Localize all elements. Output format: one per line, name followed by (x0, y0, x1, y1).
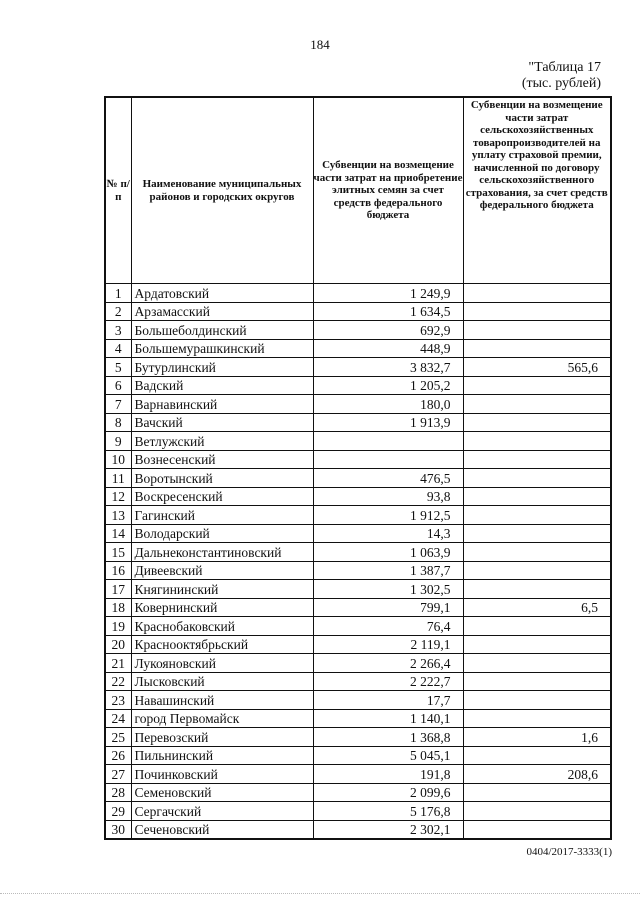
elite-seeds-value: 5 176,8 (313, 802, 463, 821)
subsidies-table (104, 96, 612, 840)
district-name: Починковский (131, 765, 313, 784)
row-number: 2 (105, 302, 131, 321)
header-insurance-subsidy: Субвенции на возмещение части затрат сельскохозяйственных товаропроизводителей на уплату страховой премии, начисленной по договору сельскохозяйственного страхования, за счет средств федерального бюджета (463, 97, 611, 284)
district-name: Дальнеконстантиновский (131, 543, 313, 562)
table-row (105, 395, 611, 414)
elite-seeds-value: 2 222,7 (313, 672, 463, 691)
table-units: (тыс. рублей) (521, 76, 601, 91)
table-row (105, 709, 611, 728)
district-name: Пильнинский (131, 746, 313, 765)
row-number: 24 (105, 709, 131, 728)
row-number: 25 (105, 728, 131, 747)
elite-seeds-value (313, 432, 463, 451)
insurance-value (463, 783, 611, 802)
table-row (105, 506, 611, 525)
district-name: Вознесенский (131, 450, 313, 469)
page-number: 184 (310, 37, 330, 52)
elite-seeds-value: 1 302,5 (313, 580, 463, 599)
elite-seeds-value: 1 140,1 (313, 709, 463, 728)
table-row (105, 765, 611, 784)
row-number: 3 (105, 321, 131, 340)
district-name: Воротынский (131, 469, 313, 488)
table-row (105, 376, 611, 395)
row-number: 15 (105, 543, 131, 562)
district-name: Краснобаковский (131, 617, 313, 636)
table-caption (522, 60, 601, 92)
table-row (105, 524, 611, 543)
row-number: 29 (105, 802, 131, 821)
elite-seeds-value: 1 913,9 (313, 413, 463, 432)
elite-seeds-value: 17,7 (313, 691, 463, 710)
table-header-row (105, 97, 611, 284)
district-name: город Первомайск (131, 709, 313, 728)
elite-seeds-value: 2 099,6 (313, 783, 463, 802)
insurance-value (463, 561, 611, 580)
row-number: 16 (105, 561, 131, 580)
district-name: Семеновский (131, 783, 313, 802)
row-number: 5 (105, 358, 131, 377)
insurance-value: 208,6 (463, 765, 611, 784)
elite-seeds-value: 1 912,5 (313, 506, 463, 525)
district-name: Княгининский (131, 580, 313, 599)
insurance-value (463, 339, 611, 358)
table-row (105, 450, 611, 469)
elite-seeds-value: 448,9 (313, 339, 463, 358)
district-name: Сергачский (131, 802, 313, 821)
district-name: Володарский (131, 524, 313, 543)
row-number: 12 (105, 487, 131, 506)
district-name: Лысковский (131, 672, 313, 691)
elite-seeds-value: 180,0 (313, 395, 463, 414)
insurance-value (463, 450, 611, 469)
district-name: Гагинский (131, 506, 313, 525)
table-row (105, 654, 611, 673)
table-row (105, 339, 611, 358)
table-row (105, 635, 611, 654)
district-name: Вачский (131, 413, 313, 432)
table-row (105, 598, 611, 617)
row-number: 14 (105, 524, 131, 543)
district-name: Навашинский (131, 691, 313, 710)
insurance-value (463, 469, 611, 488)
row-number: 13 (105, 506, 131, 525)
scan-edge-line (0, 893, 640, 894)
insurance-value (463, 376, 611, 395)
row-number: 10 (105, 450, 131, 469)
insurance-value: 6,5 (463, 598, 611, 617)
insurance-value (463, 487, 611, 506)
elite-seeds-value: 191,8 (313, 765, 463, 784)
row-number: 6 (105, 376, 131, 395)
row-number: 1 (105, 284, 131, 303)
table-row (105, 617, 611, 636)
district-name: Большеболдинский (131, 321, 313, 340)
table-row (105, 672, 611, 691)
elite-seeds-value: 93,8 (313, 487, 463, 506)
table-row (105, 284, 611, 303)
elite-seeds-value: 76,4 (313, 617, 463, 636)
elite-seeds-value: 2 119,1 (313, 635, 463, 654)
district-name: Перевозский (131, 728, 313, 747)
elite-seeds-value: 14,3 (313, 524, 463, 543)
insurance-value (463, 635, 611, 654)
insurance-value (463, 802, 611, 821)
table-row (105, 561, 611, 580)
table-title: "Таблица 17 (528, 60, 601, 75)
table-row (105, 820, 611, 839)
district-name: Сеченовский (131, 820, 313, 839)
district-name: Вадский (131, 376, 313, 395)
elite-seeds-value: 1 249,9 (313, 284, 463, 303)
table-row (105, 469, 611, 488)
row-number: 4 (105, 339, 131, 358)
table-row (105, 543, 611, 562)
row-number: 27 (105, 765, 131, 784)
row-number: 26 (105, 746, 131, 765)
table-row (105, 413, 611, 432)
table-row (105, 321, 611, 340)
table-row (105, 487, 611, 506)
row-number: 17 (105, 580, 131, 599)
table-row (105, 691, 611, 710)
insurance-value: 1,6 (463, 728, 611, 747)
insurance-value (463, 543, 611, 562)
table-row (105, 746, 611, 765)
row-number: 23 (105, 691, 131, 710)
row-number: 18 (105, 598, 131, 617)
district-name: Большемурашкинский (131, 339, 313, 358)
insurance-value: 565,6 (463, 358, 611, 377)
district-name: Арзамасский (131, 302, 313, 321)
elite-seeds-value: 2 266,4 (313, 654, 463, 673)
header-elite-seeds-subsidy: Субвенции на возмещение части затрат на приобретение элитных семян за счет средств федерального бюджета (313, 97, 463, 284)
row-number: 11 (105, 469, 131, 488)
elite-seeds-value: 1 634,5 (313, 302, 463, 321)
row-number: 28 (105, 783, 131, 802)
insurance-value (463, 524, 611, 543)
insurance-value (463, 321, 611, 340)
district-name: Ардатовский (131, 284, 313, 303)
district-name: Ковернинский (131, 598, 313, 617)
header-number: № п/п (105, 97, 131, 284)
table-body (105, 284, 611, 840)
row-number: 7 (105, 395, 131, 414)
table-row (105, 802, 611, 821)
elite-seeds-value: 3 832,7 (313, 358, 463, 377)
row-number: 8 (105, 413, 131, 432)
elite-seeds-value: 1 063,9 (313, 543, 463, 562)
row-number: 22 (105, 672, 131, 691)
row-number: 21 (105, 654, 131, 673)
insurance-value (463, 302, 611, 321)
elite-seeds-value: 1 205,2 (313, 376, 463, 395)
district-name: Лукояновский (131, 654, 313, 673)
insurance-value (463, 820, 611, 839)
insurance-value (463, 580, 611, 599)
table-row (105, 302, 611, 321)
elite-seeds-value: 5 045,1 (313, 746, 463, 765)
table-row (105, 432, 611, 451)
insurance-value (463, 746, 611, 765)
elite-seeds-value: 1 368,8 (313, 728, 463, 747)
insurance-value (463, 691, 611, 710)
insurance-value (463, 432, 611, 451)
elite-seeds-value: 799,1 (313, 598, 463, 617)
elite-seeds-value: 1 387,7 (313, 561, 463, 580)
header-district-name: Наименование муниципальных районов и городских округов (131, 97, 313, 284)
table-row (105, 580, 611, 599)
district-name: Дивеевский (131, 561, 313, 580)
row-number: 30 (105, 820, 131, 839)
district-name: Краснооктябрьский (131, 635, 313, 654)
row-number: 9 (105, 432, 131, 451)
insurance-value (463, 284, 611, 303)
insurance-value (463, 506, 611, 525)
document-code: 0404/2017-3333(1) (526, 846, 612, 858)
row-number: 20 (105, 635, 131, 654)
table-row (105, 728, 611, 747)
district-name: Ветлужский (131, 432, 313, 451)
row-number: 19 (105, 617, 131, 636)
insurance-value (463, 672, 611, 691)
insurance-value (463, 395, 611, 414)
table-row (105, 783, 611, 802)
elite-seeds-value (313, 450, 463, 469)
district-name: Воскресенский (131, 487, 313, 506)
insurance-value (463, 709, 611, 728)
insurance-value (463, 654, 611, 673)
elite-seeds-value: 476,5 (313, 469, 463, 488)
district-name: Варнавинский (131, 395, 313, 414)
table-row (105, 358, 611, 377)
elite-seeds-value: 2 302,1 (313, 820, 463, 839)
insurance-value (463, 413, 611, 432)
insurance-value (463, 617, 611, 636)
district-name: Бутурлинский (131, 358, 313, 377)
elite-seeds-value: 692,9 (313, 321, 463, 340)
